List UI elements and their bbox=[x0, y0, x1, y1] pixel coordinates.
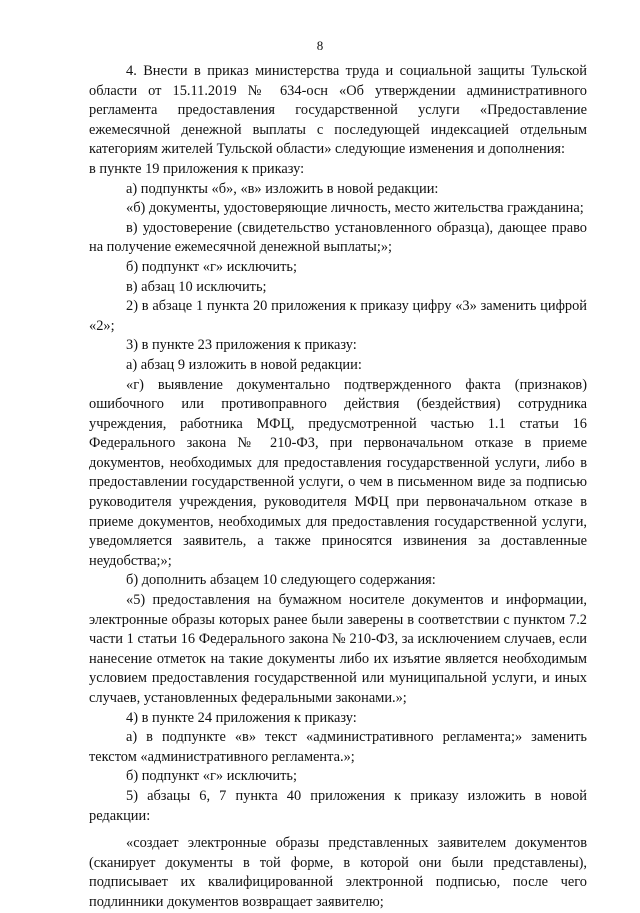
paragraph-quote-b: «б) документы, удостоверяющие личность, место жительства гражданина; bbox=[126, 200, 584, 217]
paragraph-item-2: 2) в абзаце 1 пункта 20 приложения к приказу цифру «3» заменить цифрой «2»; bbox=[89, 298, 587, 334]
paragraph-item-5: 5) абзацы 6, 7 пункта 40 приложения к приказу изложить в новой редакции: bbox=[89, 787, 587, 824]
paragraph-sub-a: а) подпункты «б», «в» изложить в новой редакции: bbox=[126, 180, 439, 197]
paragraph-quote-creates: «создает электронные образы представленных заявителем документов (сканирует документы в той форме, в которой они были представлены), подписывает их квалифицированной электронной подписью, после чего подлинники документов возвращает заявителю; bbox=[89, 835, 587, 910]
document-body bbox=[89, 62, 587, 913]
paragraph-item-3-b: б) дополнить абзацем 10 следующего содержания: bbox=[126, 572, 436, 589]
page-number: 8 bbox=[316, 38, 324, 53]
paragraph-item-4-b: б) подпункт «г» исключить; bbox=[126, 768, 297, 785]
paragraph-item-4-a: а) в подпункте «в» текст «административного регламента;» заменить текстом «административного регламента.»; bbox=[89, 729, 587, 765]
paragraph-quote-5: «5) предоставления на бумажном носителе документов и информации, электронные образы которых ранее были заверены в соответствии с пунктом 7.2 части 1 статьи 16 Федерального закона № 210-ФЗ, за исключением случаев, если нанесение отметок на такие документы либо их изъятие является необходимым условием предоставления государственной или муниципальной услуги, и иных случаев, установленных федеральными законами.»; bbox=[89, 592, 587, 706]
paragraph-item-4: 4) в пункте 24 приложения к приказу: bbox=[126, 709, 357, 726]
paragraph-sub-b-exclude: б) подпункт «г» исключить; bbox=[126, 258, 297, 275]
paragraph-quote-v: в) удостоверение (свидетельство установленного образца), дающее право на получение ежемесячной денежной выплаты;»; bbox=[89, 219, 587, 256]
paragraph-item-3-a: а) абзац 9 изложить в новой редакции: bbox=[126, 356, 362, 373]
paragraph-sub-v-exclude: в) абзац 10 исключить; bbox=[126, 278, 267, 295]
paragraph-item-4-intro: 4. Внести в приказ министерства труда и социальной защиты Тульской области от 15.11.2019 № 634-осн «Об утверждении административного регламента предоставления государственной услуги «Предоставление ежемесячной денежной выплаты с последующей индексацией отдельным категориям жителей Тульской области» следующие изменения и дополнения: bbox=[89, 63, 587, 158]
paragraph-point-19: в пункте 19 приложения к приказу: bbox=[89, 160, 305, 177]
paragraph-quote-g: «г) выявление документально подтвержденного факта (признаков) ошибочного или противоправного действия (бездействия) сотрудника учреждения, работника МФЦ, предусмотренной частью 1.1 статьи 16 Федерального закона № 210-ФЗ, при первоначальном отказе в приеме документов, необходимых для предоставления государственной услуги, либо в предоставлении государственной услуги, о чем в письменном виде за подписью руководителя учреждения, руководителя МФЦ при первоначальном отказе в приеме документов, необходимых для предоставления государственной услуги, уведомляется заявитель, а также приносятся извинения за доставленные неудобства;»; bbox=[89, 376, 587, 569]
paragraph-item-3: 3) в пункте 23 приложения к приказу: bbox=[126, 337, 357, 354]
